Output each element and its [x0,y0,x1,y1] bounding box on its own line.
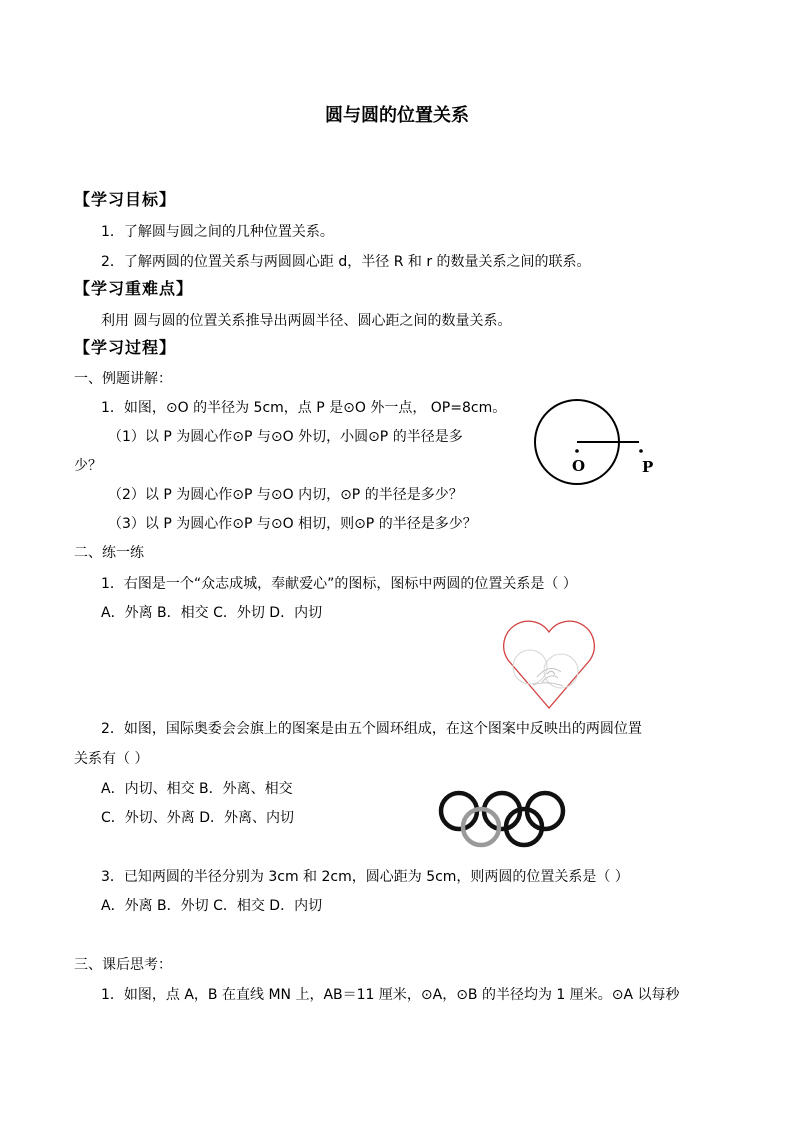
practice-question-3-options: A．外离 B．外切 C．相交 D．内切 [101,898,323,914]
practice-question-2-cont: 关系有（ ） [74,751,149,767]
figure-label-o: O [572,457,586,475]
circle-o-figure [530,398,670,493]
section-heading-key-points: 【学习重难点】 [74,279,194,298]
practice-question-2-options-2: C．外切、外离 D．外离、内切 [101,810,295,826]
page-title: 圆与圆的位置关系 [325,105,469,126]
heart-icon-figure [503,616,595,711]
section-3-heading: 三、课后思考： [74,957,172,973]
practice-question-1-options: A．外离 B．相交 C．外切 D．内切 [101,605,323,621]
example-question-1-part-1-cont: 少？ [74,458,102,474]
goal-item-2: 2．了解两圆的位置关系与两圆圆心距 d，半径 R 和 r 的数量关系之间的联系。 [101,254,591,270]
practice-question-1: 1．右图是一个“众志成城，奉献爱心”的图标，图标中两圆的位置关系是（ ） [101,576,577,592]
example-question-1: 1．如图，⊙O 的半径为 5cm，点 P 是⊙O 外一点， OP=8cm。 [101,400,507,416]
figure-label-p: P [642,458,654,476]
homework-question-1: 1．如图，点 A，B 在直线 MN 上，AB＝11 厘米，⊙A，⊙B 的半径均为 1 厘米。⊙A 以每秒 [101,987,680,1003]
section-heading-goals: 【学习目标】 [74,190,177,209]
practice-question-2-options-1: A．内切、相交 B．外离、相交 [101,781,293,797]
goal-item-1: 1．了解圆与圆之间的几种位置关系。 [101,224,334,240]
section-2-heading: 二、练一练 [74,545,144,561]
example-question-1-part-2: （2）以 P 为圆心作⊙P 与⊙O 内切，⊙P 的半径是多少？ [108,487,463,503]
example-question-1-part-3: （3）以 P 为圆心作⊙P 与⊙O 相切，则⊙P 的半径是多少？ [108,516,477,532]
olympic-rings-icon [436,788,571,853]
section-1-heading: 一、例题讲解： [74,371,172,387]
section-heading-process: 【学习过程】 [74,338,177,357]
practice-question-2: 2．如图，国际奥委会会旗上的图案是由五个圆环组成，在这个图案中反映出的两圆位置 [101,721,642,737]
key-points-text: 利用 圆与圆的位置关系推导出两圆半径、圆心距之间的数量关系。 [101,313,512,329]
example-question-1-part-1: （1）以 P 为圆心作⊙P 与⊙O 外切，小圆⊙P 的半径是多 [108,429,463,445]
practice-question-3: 3．已知两圆的半径分别为 3cm 和 2cm，圆心距为 5cm，则两圆的位置关系是（ ） [101,869,629,885]
